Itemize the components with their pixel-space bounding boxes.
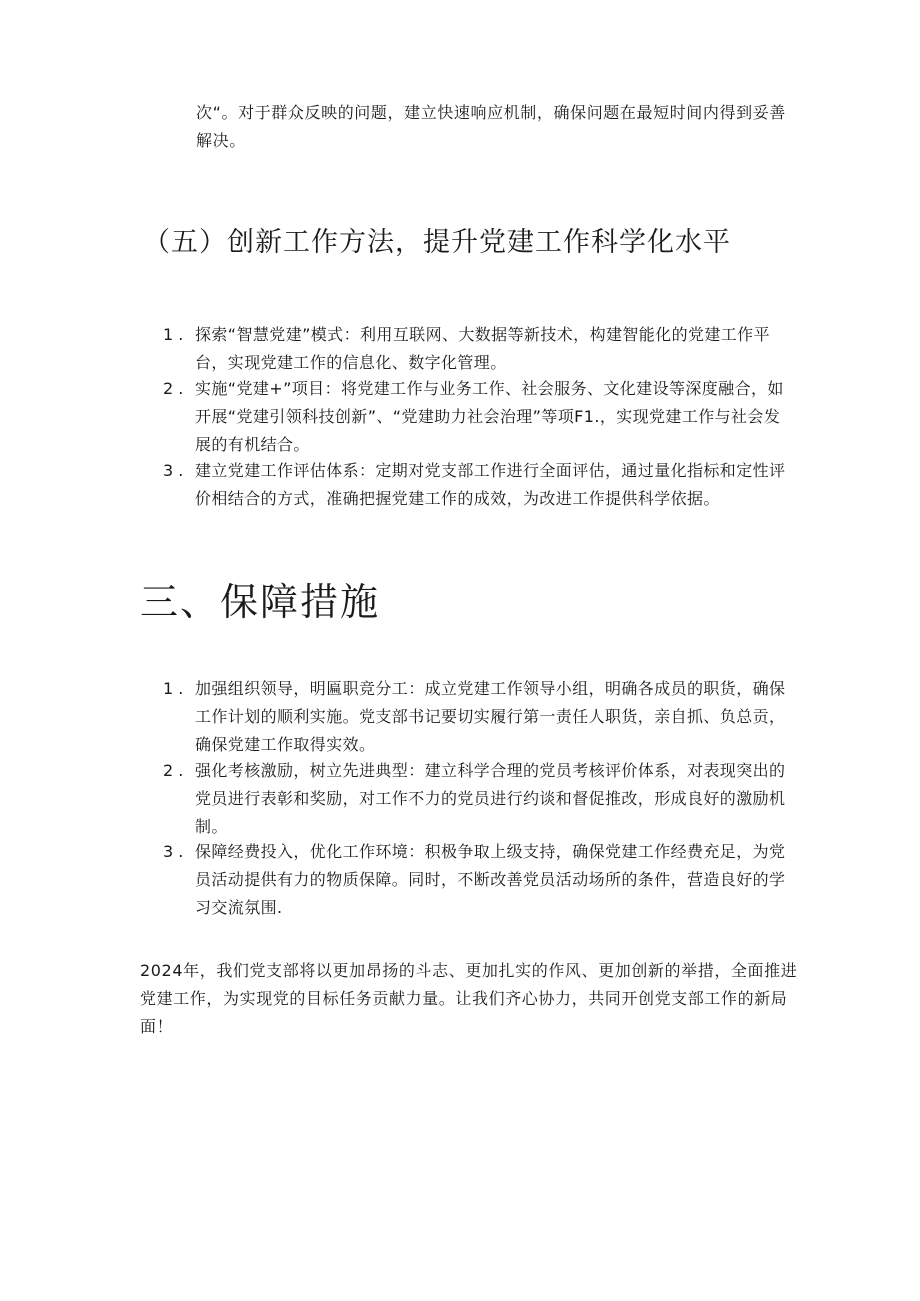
item-text: 探索“智慧党建”模式：利用互联网、大数据等新技术，构建智能化的党建工作平台，实现党建工作的信息化、数字化管理。 [195,325,770,372]
item-number: 2 . [163,761,184,780]
item-number: 3 . [163,842,184,861]
item-number: 3 . [163,461,184,480]
closing-paragraph: 2024年，我们党支部将以更加昂扬的斗志、更加扎实的作风、更加创新的举措，全面推进党建工作，为实现党的目标任务贡献力量。让我们齐心协力，共同开创党支部工作的新局面！ [140,961,798,1036]
item-number: 2 . [163,379,184,398]
continuation-paragraph: 次“。对于群众反映的问题，建立快速响应机制，确保问题在最短时间内得到妥善解决。 [196,103,786,150]
item-number: 1 . [163,325,184,344]
item-text: 强化考核激励，树立先进典型：建立科学合理的党员考核评价体系，对表现突出的党员进行表彰和奖励，对工作不力的党员进行约谈和督促推改，形成良好的激励机制。 [195,761,786,836]
section-3-heading: 三、保障措施 [140,580,381,624]
item-text: 加强组织领导，明匾职竞分工：成立党建工作领导小组，明确各成员的职货，确保工作计划的顺利实施。党支部书记要切实履行第一责任人职货，亲自抓、负总贡，确保党建工作取得实效。 [195,679,786,754]
section-5-heading: （五）创新工作方法，提升党建工作科学化水平 [143,227,731,258]
item-number: 1 . [163,679,184,698]
item-text: 实施“党建+”项目：将党建工作与业务工作、社会服务、文化建设等深度融合，如开展“党建引领科技创新”、“党建助力社会治理”等项F1.，实现党建工作与社会发展的有机结合。 [195,379,784,454]
item-text: 保障经费投入，优化工作环境：积极争取上级支持，确保党建工作经费充足，为党员活动提供有力的物质保障。同时，不断改善党员活动场所的条件，营造良好的学习交流氛围. [195,842,786,917]
item-text: 建立党建工作评估体系：定期对党支部工作进行全面评估，通过量化指标和定性评价相结合的方式，准确把握党建工作的成效，为改进工作提供科学依据。 [195,461,786,508]
